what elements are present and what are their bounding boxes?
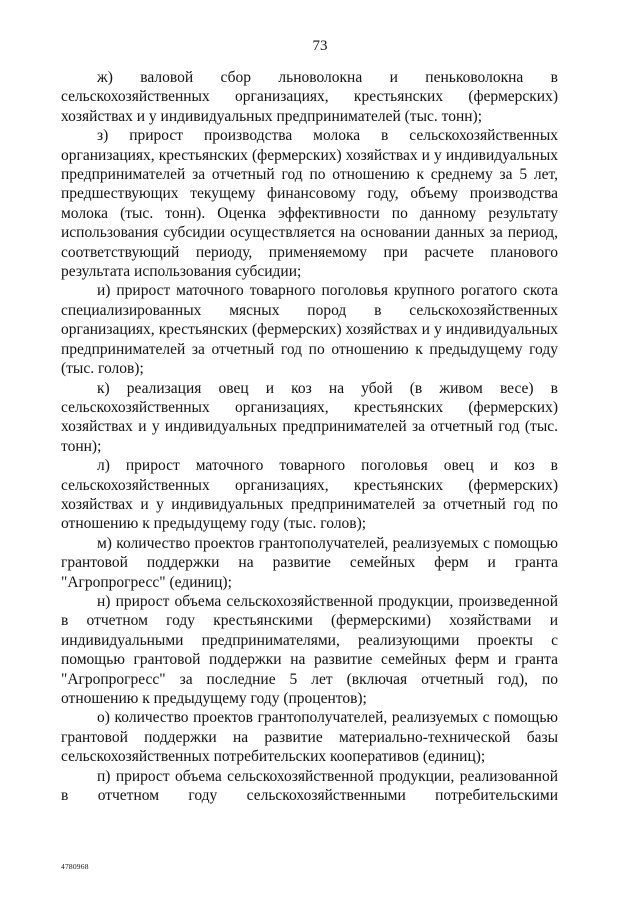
document-code: 4780968 [61,862,89,871]
paragraph-l: л) прирост маточного товарного поголовья овец и коз в сельскохозяйственных организациях, крестьянских (фермерских) хозяйствах и у индивидуальных предпринимателей за отчетный год по отношению к предыдущему году (тыс. голов); [61,457,558,533]
paragraph-i: и) прирост маточного товарного поголовья крупного рогатого скота специализированных мясных пород в сельскохозяйственных организациях, крестьянских (фермерских) хозяйствах и у индивидуальных предпринимателей за отчетный год по отношению к предыдущему году (тыс. голов); [61,282,558,378]
body-text [61,68,558,805]
paragraph-m: м) количество проектов грантополучателей, реализуемых с помощью грантовой поддержки на развитие семейных ферм и гранта "Агропрогресс" (единиц); [61,534,558,591]
page-number: 73 [312,38,328,54]
paragraph-n: н) прирост объема сельскохозяйственной продукции, произведенной в отчетном году крестьянскими (фермерскими) хозяйствами и индивидуальными предпринимателями, реализующими проекты с помощью грантовой поддержки на развитие семейных ферм и гранта "Агропрогресс" за последние 5 лет (включая отчетный год), по отношению к предыдущему году (процентов); [61,592,558,707]
paragraph-zh: ж) валовой сбор льноволокна и пеньковолокна в сельскохозяйственных организациях, крестьянских (фермерских) хозяйствах и у индивидуальных предпринимателей (тыс. тонн); [61,69,558,125]
paragraph-k: к) реализация овец и коз на убой (в живом весе) в сельскохозяйственных организациях, крестьянских (фермерских) хозяйствах и у индивидуальных предпринимателей за отчетный год (тыс. тонн); [61,379,558,455]
paragraph-z: з) прирост производства молока в сельскохозяйственных организациях, крестьянских (фермерских) хозяйствах и у индивидуальных предпринимателей за отчетный год по отношению к среднему за 5 лет, предшествующих текущему финансовому году, объему производства молока (тыс. тонн). Оценка эффективности по данному результату использования субсидии осуществляется на основании данных за период, соответствующий периоду, применяемому при расчете планового результата использования субсидии; [61,127,558,281]
paragraph-o: о) количество проектов грантополучателей, реализуемых с помощью грантовой поддержки на развитие материально-технической базы сельскохозяйственных потребительских кооперативов (единиц); [61,709,558,766]
paragraph-p: п) прирост объема сельскохозяйственной продукции, реализованной в отчетном году сельскохозяйственными потребительскими [61,767,558,805]
